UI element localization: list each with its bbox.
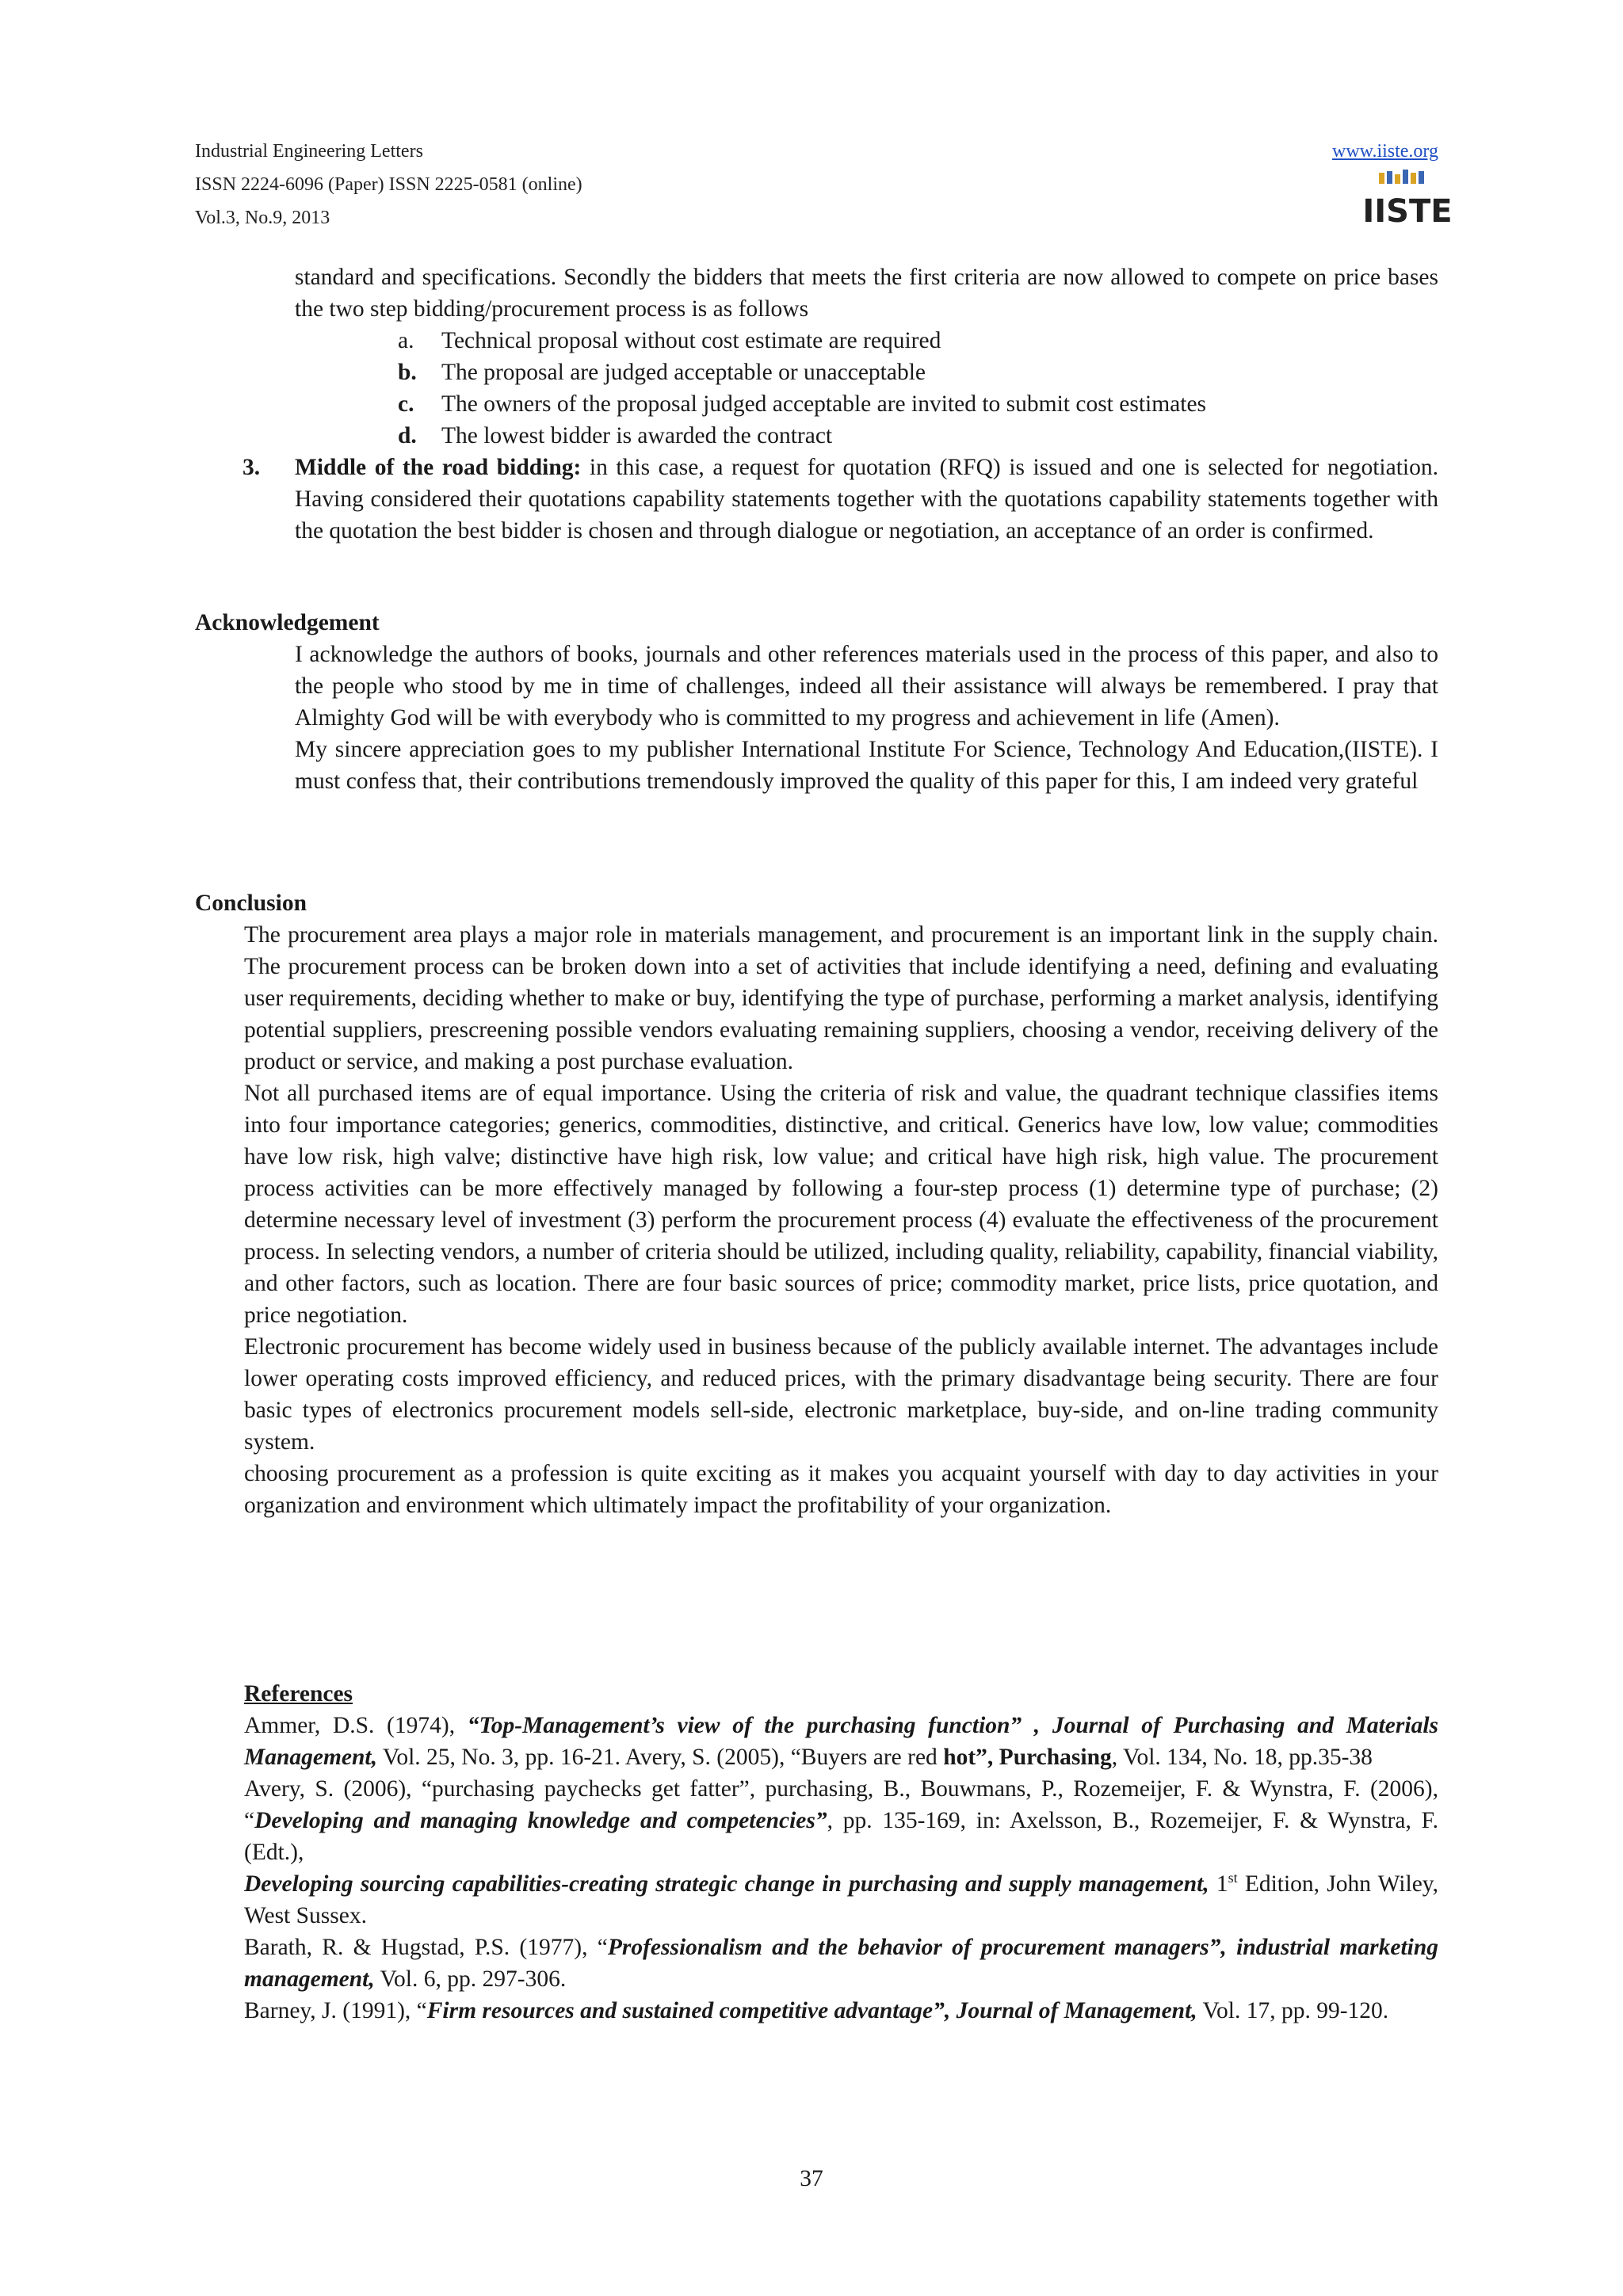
acknowledgement-body [295,639,1438,797]
item-title: Middle of the road bidding: [295,455,582,480]
two-step-intro: standard and specifications. Secondly the bidders that meets the first criteria are now allowed to compete on price bases the two step bidding/procurement process is as follows [295,265,1438,322]
journal-volume: Vol.3, No.9, 2013 [195,208,330,228]
reference-entry: Developing sourcing capabilities-creating strategic change in purchasing and supply management, 1st Edition, John Wiley, West Sussex. [244,1870,1438,1928]
list-item-text: The proposal are judged acceptable or unacceptable [441,360,926,385]
reference-entry: Barath, R. & Hugstad, P.S. (1977), “Professionalism and the behavior of procurement managers”, industrial marketing management, Vol. 6, pp. 297-306. [244,1935,1438,1992]
iiste-logo [1362,170,1453,230]
list-item [382,420,1438,452]
list-item-text: Technical proposal without cost estimate are required [441,328,941,353]
reference-entry: Avery, S. (2006), “purchasing paychecks get fatter”, purchasing, B., Bouwmans, P., Rozemeijer, F. & Wynstra, F. (2006), “Developing and managing knowledge and competencies”, pp. 135-169, in: Axelsson, B., Rozemeijer, F. & Wynstra, F. (Edt.), [244,1776,1438,1865]
journal-website-link[interactable]: www.iiste.org [1332,141,1438,162]
journal-issn: ISSN 2224-6096 (Paper) ISSN 2225-0581 (online) [195,174,582,195]
list-marker: d. [398,423,417,448]
references-list [244,1710,1438,2027]
paragraph: choosing procurement as a profession is quite exciting as it makes you acquaint yourself with day to day activities in your organization and environment which ultimately impact the profitability of your organization. [244,1461,1438,1518]
reference-entry: Ammer, D.S. (1974), “Top-Management’s view of the purchasing function” , Journal of Purchasing and Materials Management, Vol. 25, No. 3, pp. 16-21. Avery, S. (2005), “Buyers are red hot”, Purchasing, Vol. 134, No. 18, pp.35-38 [244,1713,1438,1770]
list-item-text: The lowest bidder is awarded the contract [441,423,833,448]
paragraph: I acknowledge the authors of books, journals and other references materials used in the process of this paper, and also to the people who stood by me in time of challenges, indeed all their assistance will always be remembered. I pray that Almighty God will be with everybody who is committed to my progress and achievement in life (Amen). [295,642,1438,730]
paragraph: My sincere appreciation goes to my publisher International Institute For Science, Technology And Education,(IISTE). I must confess that, their contributions tremendously improved the quality of this paper for this, I am indeed very grateful [295,737,1438,794]
svg-text:IISTE: IISTE [1362,193,1453,230]
list-marker: a. [398,328,414,353]
item-text: in this case, a request for quotation (RFQ) is issued and one is selected for negotiation. Having considered their quotations capability statements together with the quotations capability statements together with the quotation the best bidder is chosen and through dialogue or negotiation, an acceptance of an order is confirmed. [295,455,1438,543]
middle-of-road-bidding [295,452,1438,547]
list-marker: c. [398,391,414,417]
paragraph: Not all purchased items are of equal importance. Using the criteria of risk and value, the quadrant technique classifies items into four importance categories; generics, commodities, distinctive, and critical. Generics have low, low value; commodities have low risk, high valve; distinctive have high risk, low value; and critical have high risk, high value. The procurement process activities can be more effectively managed by following a four-step process (1) determine type of purchase; (2) determine necessary level of investment (3) perform the procurement process (4) evaluate the effectiveness of the procurement process. In selecting vendors, a number of criteria should be utilized, including quality, reliability, capability, financial viability, and other factors, such as location. There are four basic sources of price; commodity market, price lists, price quotation, and price negotiation. [244,1081,1438,1328]
conclusion-body [244,919,1438,1521]
list-item-text: The owners of the proposal judged acceptable are invited to submit cost estimates [441,391,1207,417]
conclusion-heading: Conclusion [195,891,307,916]
paragraph: The procurement area plays a major role in materials management, and procurement is an important link in the supply chain. The procurement process can be broken down into a set of activities that include identifying a need, defining and evaluating user requirements, deciding whether to make or buy, identifying the type of purchase, performing a market analysis, identifying potential suppliers, prescreening possible vendors evaluating remaining suppliers, choosing a vendor, receiving delivery of the product or service, and making a post purchase evaluation. [244,922,1438,1074]
page-number: 37 [800,2166,823,2191]
journal-name: Industrial Engineering Letters [195,141,423,162]
reference-entry: Barney, J. (1991), “Firm resources and sustained competitive advantage”, Journal of Management, Vol. 17, pp. 99-120. [244,1998,1389,2023]
item-number: 3. [242,455,261,480]
paragraph: Electronic procurement has become widely used in business because of the publicly available internet. The advantages include lower operating costs improved efficiency, and reduced prices, with the primary disadvantage being security. There are four basic types of electronics procurement models sell-side, electronic marketplace, buy-side, and on-line trading community system. [244,1334,1438,1455]
list-item [382,388,1438,420]
list-item [382,325,1438,357]
acknowledgement-heading: Acknowledgement [195,610,380,635]
list-item [382,357,1438,388]
references-heading: References [244,1681,353,1707]
two-step-process-list [382,325,1438,452]
list-marker: b. [398,360,417,385]
